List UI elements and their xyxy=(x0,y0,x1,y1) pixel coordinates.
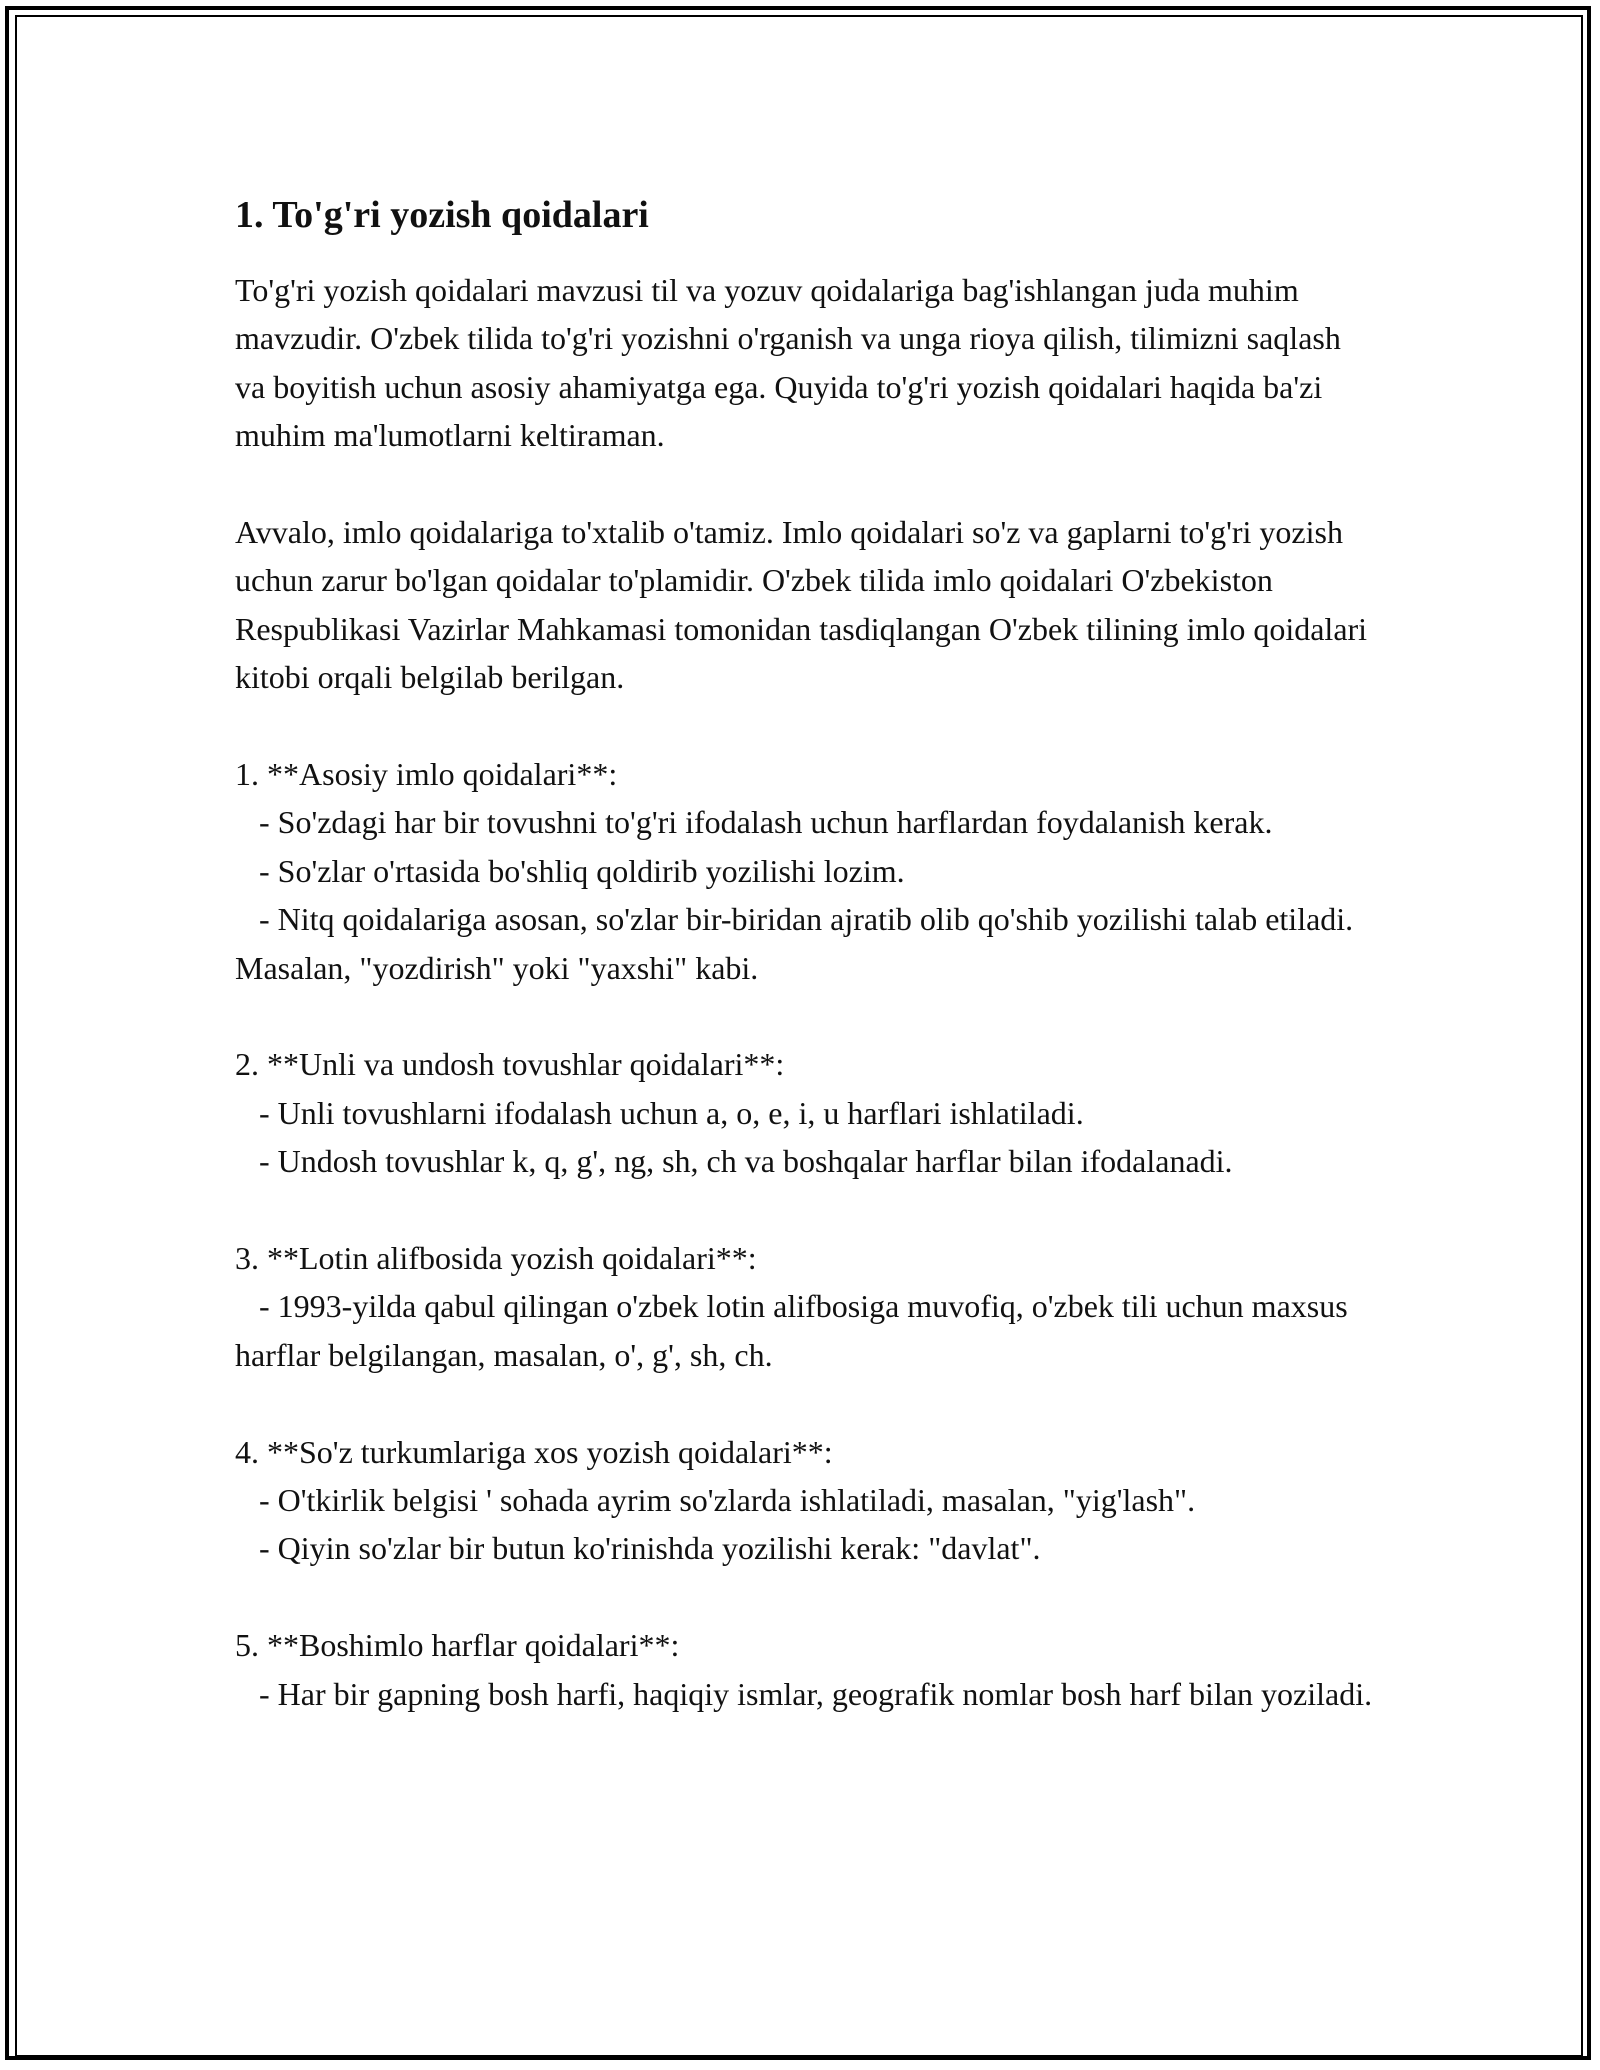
list-section-5: 5. **Boshimlo harflar qoidalari**: - Har bir gapning bosh harfi, haqiqiy ismlar, geografik nomlar bosh harf bilan yoziladi. xyxy=(235,1627,1373,1712)
paragraph-intro: To'g'ri yozish qoidalari mavzusi til va yozuv qoidalariga bag'ishlangan juda muhim mavzudir. O'zbek tilida to'g'ri yozishni o'rganish va unga rioya qilish, tilimizni saqlash va boyitish uchun asosiy ahamiyatga ega. Quyida to'g'ri yozish qoidalari haqida ba'zi muhim ma'lumotlarni keltiraman. xyxy=(235,272,1349,454)
list-section-4: 4. **So'z turkumlariga xos yozish qoidalari**: - O'tkirlik belgisi ' sohada ayrim so'zlarda ishlatiladi, masalan, "yig'lash". - Qiyin so'zlar bir butun ko'rinishda yozilishi kerak: "davlat". xyxy=(235,1433,1196,1567)
list-section-1: 1. **Asosiy imlo qoidalari**: - So'zdagi har bir tovushni to'g'ri ifodalash uchun harflardan foydalanish kerak. - So'zlar o'rtasida bo'shliq qoldirib yozilishi lozim. - Nitq qoidalariga asosan, so'zlar bir-biridan ajratib olib qo'shib yozilishi talab etiladi. Masalan, "yozdirish" yoki "yaxshi" kabi. xyxy=(235,756,1354,986)
document-body xyxy=(235,190,1375,1766)
list-section-2: 2. **Unli va undosh tovushlar qoidalari**: - Unli tovushlarni ifodalash uchun a, o, e, i, u harflari ishlatiladi. - Undosh tovushlar k, q, g', ng, sh, ch va boshqalar harflar bilan ifodalanadi. xyxy=(235,1046,1233,1180)
document-heading: 1. To'g'ri yozish qoidalari xyxy=(235,194,649,236)
list-section-3: 3. **Lotin alifbosida yozish qoidalari**: - 1993-yilda qabul qilingan o'zbek lotin alifbosiga muvofiq, o'zbek tili uchun maxsus harflar belgilangan, masalan, o', g', sh, ch. xyxy=(235,1240,1348,1373)
paragraph-imlo: Avvalo, imlo qoidalariga to'xtalib o'tamiz. Imlo qoidalari so'z va gaplarni to'g'ri yozish uchun zarur bo'lgan qoidalar to'plamidir. O'zbek tilida imlo qoidalari O'zbekiston Respublikasi Vazirlar Mahkamasi tomonidan tasdiqlangan O'zbek tilining imlo qoidalari kitobi orqali belgilab berilgan. xyxy=(235,514,1376,696)
